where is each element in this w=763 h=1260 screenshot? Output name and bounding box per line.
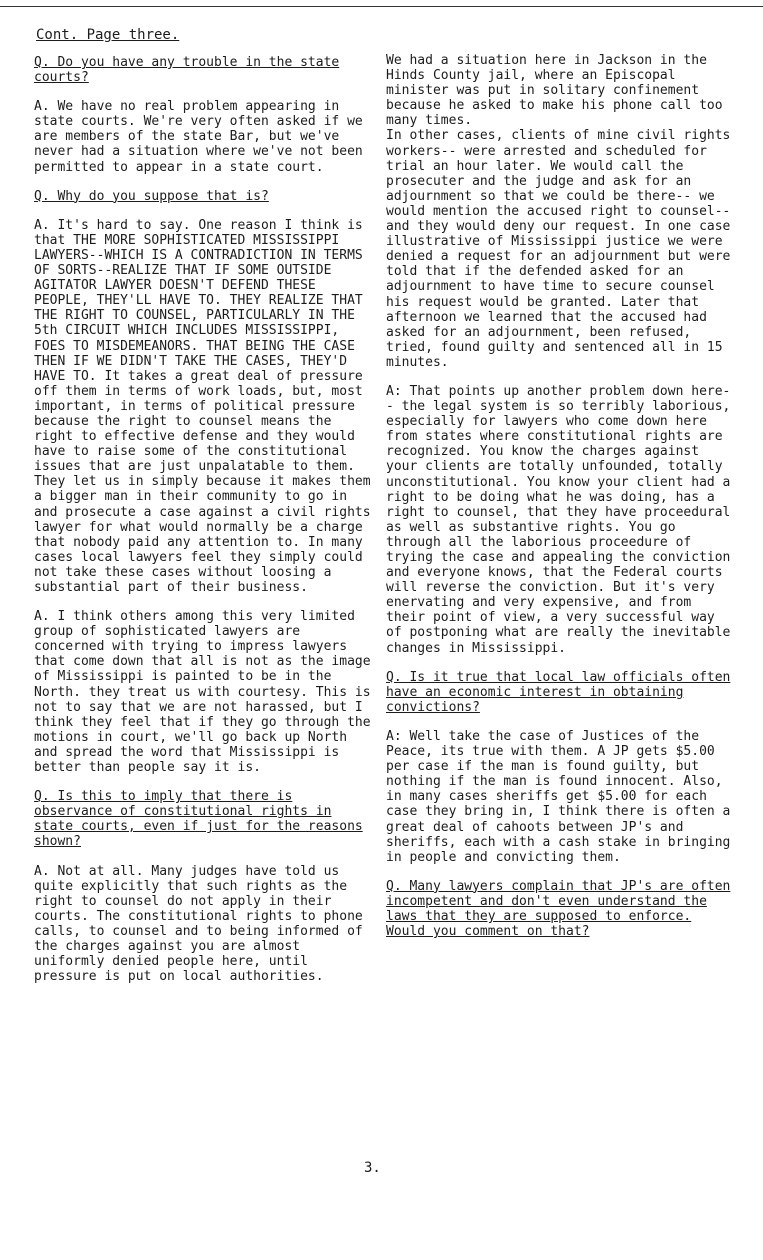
continuation-header: Cont. Page three. — [36, 27, 180, 43]
question-paragraph: Q. Is this to imply that there is observance of constitutional rights in state courts, even if just for the reasons shown? — [34, 789, 363, 850]
question-paragraph: Q. Many lawyers complain that JP's are often incompetent and don't even understand the laws that they are supposed to enforce. Would you comment on that? — [386, 878, 731, 940]
answer-paragraph: A. I think others among this very limited group of sophisticated lawyers are concerned with trying to impress lawyers that come down that all is not as the image of Mississippi is painted to be in the North. they treat us with courtesy. This is not to say that we are not harassed, but I think they feel that if they go through the motions in court, we'll go back up North and spread the word that Mississippi is better than people say it is. — [34, 609, 371, 776]
answer-paragraph: We had a situation here in Jackson in the Hinds County jail, where an Episcopal minister was put in solitary confinement because he asked to make his phone call too many times. In other cases, clients of mine civil rights workers-- were arrested and scheduled for trial an hour later. We would call the prosecuter and the judge and ask for an adjournment so that we could be there-- we would mention the accused right to counsel-- and they would deny our request. In one case illustrative of Mississippi justice we were denied a request for an adjournment but were told that if the defended asked for an adjournment to have time to secure counsel his request would be granted. Later that afternoon we learned that the accused had asked for an adjournment, been refused, tried, found guilty and sentenced all in 15 minutes. — [386, 53, 731, 370]
answer-paragraph: A. It's hard to say. One reason I think is that THE MORE SOPHISTICATED MISSISSIPPI LAWYERS--WHICH IS A CONTRADICTION IN TERMS OF SORTS--REALIZE THAT IF SOME OUTSIDE AGITATOR LAWYER DOESN'T DEFEND THESE PEOPLE, THEY'LL HAVE TO. THEY REALIZE THAT THE RIGHT TO COUNSEL, PARTICULARLY IN THE 5th CIRCUIT WHICH INCLUDES MISSISSIPPI, FOES TO MISDEMEANORS. THAT BEING THE CASE THEN IF WE DIDN'T TAKE THE CASES, THEY'D HAVE TO. It takes a great deal of pressure off them in terms of work loads, but, most important, in terms of political pressure because the right to counsel means the right to effective defense and they would have to raise some of the constitutional issues that are just unpalatable to them. They let us in simply because it makes them a bigger man in their community to go in and prosecute a case against a civil rights lawyer for what would normally be a charge that nobody paid any attention to. In many cases local lawyers feel they simply could not take these cases without loosing a substantial part of their business. — [34, 217, 371, 595]
page-number: 3. — [364, 1160, 381, 1176]
right-column — [386, 53, 734, 1113]
answer-paragraph: A. Not at all. Many judges have told us quite explicitly that such rights as the right to counsel do not apply in their courts. The constitutional rights to phone calls, to counsel and to being informed of the charges against you are almost uniformly denied people here, until pressure is put on local authorities. — [34, 863, 363, 985]
answer-paragraph: A: That points up another problem down here-- the legal system is so terribly laborious, especially for lawyers who come down here from states where constitutional rights are recognized. You know the charges against your clients are totally unfounded, totally unconstitutional. You know your client had a right to be doing what he was doing, has a right to counsel, that they have proceedural as well as substantive rights. You go through all the laborious proceedure of trying the case and appealing the conviction and everyone knows, that the Federal courts will reverse the conviction. But it's very enervating and very expensive, and from their point of view, a very successful way of postponing what are really the inevitable changes in Mississippi. — [386, 383, 731, 656]
answer-paragraph: A: Well take the case of Justices of the Peace, its true with them. A JP gets $5.00 per case if the man is found guilty, but nothing if the man is found innocent. Also, in many cases sheriffs get $5.00 for each case they bring in, I think there is often a great deal of cahoots between JP's and sheriffs, each with a cash stake in bringing in people and convicting them. — [386, 728, 731, 865]
question-paragraph: Q. Why do you suppose that is? — [34, 188, 269, 204]
top-rule — [0, 6, 763, 7]
left-column — [34, 55, 374, 1095]
question-paragraph: Q. Is it true that local law officials often have an economic interest in obtaining convictions? — [386, 669, 731, 715]
answer-paragraph: A. We have no real problem appearing in state courts. We're very often asked if we are members of the state Bar, but we've never had a situation where we've not been permitted to appear in a state court. — [34, 99, 363, 175]
question-paragraph: Q. Do you have any trouble in the state courts? — [34, 55, 340, 86]
